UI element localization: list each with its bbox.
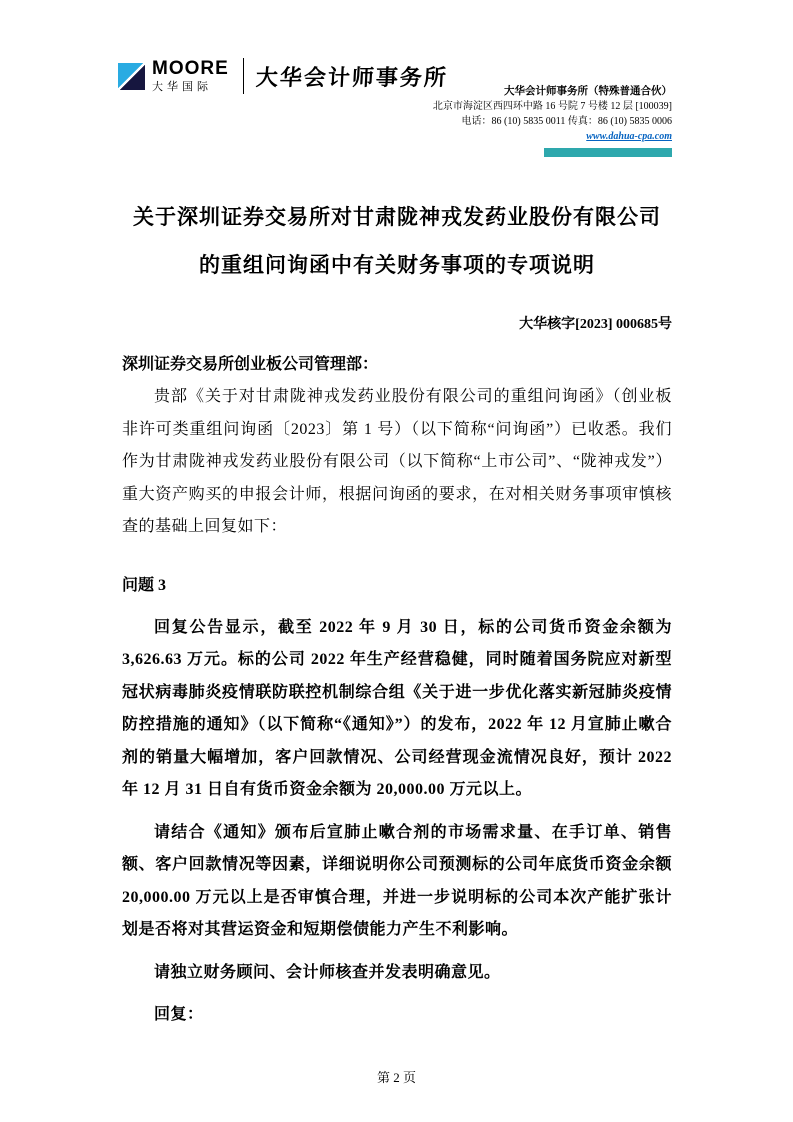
reply-label: 回复：	[154, 1006, 204, 1023]
document-title	[122, 193, 672, 289]
brand-subname: 大华国际	[152, 81, 212, 93]
question-paragraph-3: 请独立财务顾问、会计师核查并发表明确意见。	[154, 963, 501, 981]
moore-logo-icon	[118, 63, 145, 90]
page-number: 第 2 页	[376, 1070, 416, 1085]
accent-bar	[544, 148, 672, 157]
letterhead	[0, 0, 793, 165]
logo-text	[152, 59, 229, 93]
contact-address: 北京市海淀区西四环中路 16 号院 7 号楼 12 层 [100039]	[432, 101, 672, 112]
question-paragraph-1: 回复公告显示，截至 2022 年 9 月 30 日，标的公司货币资金余额为 3,626.63 万元。标的公司 2022 年生产经营稳健，同时随着国务院应对新型冠状病毒肺炎疫情联防联控机制综合组《关于进一步优化落实新冠肺炎疫情防控措施的通知》（以下简称“《通知》”）的发布，2022 年 12 月宣肺止嗽合剂的销量大幅增加，客户回款情况、公司经营现金流情况良好，预计 2022 年 12 月 31 日自有货币资金余额为 20,000.00 万元以上。	[122, 618, 672, 798]
contact-website-row	[433, 129, 672, 144]
page-footer	[0, 1067, 793, 1086]
document-body	[122, 165, 672, 1032]
firm-logo	[118, 58, 448, 94]
website-link[interactable]: www.dahua-cpa.com	[586, 131, 672, 142]
salutation: 深圳证券交易所创业板公司管理部：	[122, 356, 379, 373]
title-line-2: 的重组问询函中有关财务事项的专项说明	[199, 253, 595, 277]
title-line-1: 关于深圳证券交易所对甘肃陇神戎发药业股份有限公司	[133, 205, 661, 229]
contact-firm-full: 大华会计师事务所（特殊普通合伙）	[504, 86, 672, 97]
brand-name: MOORE	[152, 58, 229, 79]
question-paragraph-2: 请结合《通知》颁布后宣肺止嗽合剂的市场需求量、在手订单、销售额、客户回款情况等因素，详细说明你公司预测标的公司年底货币资金余额 20,000.00 万元以上是否审慎合理，并进一步说明标的公司本次产能扩张计划是否将对其营运资金和短期偿债能力产生不利影响。	[122, 823, 672, 938]
contact-block	[433, 84, 672, 157]
logo-divider	[243, 58, 244, 94]
firm-name-calligraphy: 大华会计师事务所	[255, 64, 449, 90]
question-label: 问题 3	[122, 576, 167, 594]
reference-number: 大华核字[2023] 000685号	[519, 317, 672, 332]
intro-paragraph: 贵部《关于对甘肃陇神戎发药业股份有限公司的重组问询函》（创业板非许可类重组问询函〔2023〕第 1 号）（以下简称“问询函”）已收悉。我们作为甘肃陇神戎发药业股份有限公司（以下简称“上市公司”、“陇神戎发”）重大资产购买的申报会计师，根据问询函的要求，在对相关财务事项审慎核查的基础上回复如下：	[122, 388, 672, 535]
contact-phone-fax: 电话：86 (10) 5835 0011 传真：86 (10) 5835 0006	[461, 116, 672, 127]
